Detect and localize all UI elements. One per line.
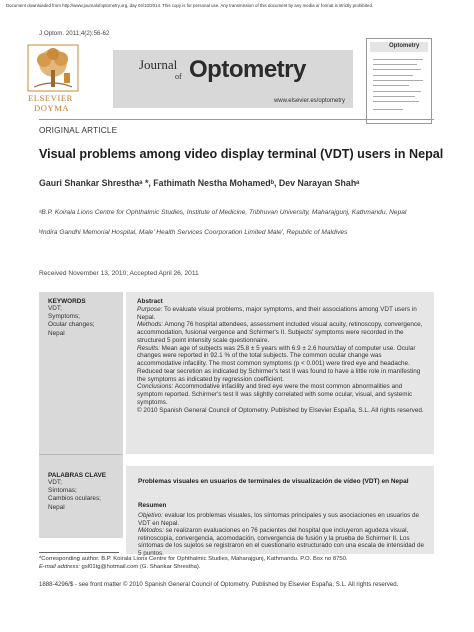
doyma-wordmark: DOYMA	[34, 103, 70, 113]
conclusions-text: Accommodative infacility and tired eye were the most common abnormalities and symptom reported. Schirmer's test II was slightly correlated with some ocular, visual, and systemic symptoms.	[137, 383, 413, 406]
affiliation-a: ᵃB.P. Koirala Lions Centre for Ophthalmic Studies, Institute of Medicine, Tribhuvan University, Maharajgunj, Kathmandu, Nepal	[39, 209, 407, 216]
keyword-item: VDT;	[48, 305, 62, 312]
journal-url: www.elsevier.es/optometry	[273, 98, 345, 104]
metodos-text: se realizaron evaluaciones en 76 pacientes del hospital que incluyeron agudeza visual, retinoscopia, convergencia, acomodación, convergencia de fusión y la prueba de Schirmer II. Los síntomas de los sujetos se registraron en el cuestionario estructurado con una escala de intensidad de 5 puntos.	[138, 527, 424, 557]
abstract-conclusions	[137, 383, 427, 406]
objetivo-text: evaluar los problemas visuales, los síntomas principales y sus asociaciones en usuarios de VDT en Nepal.	[138, 512, 420, 527]
journal-cover-thumbnail	[366, 38, 432, 124]
footnote	[39, 555, 434, 571]
affiliation-b: ᵇIndira Gandhi Memorial Hospital, Male' Health Services Coorporation Limited Male', Republic of Maldives	[39, 229, 348, 236]
elsevier-wordmark: ELSEVIER	[28, 93, 73, 103]
keywords-divider	[39, 454, 123, 455]
resumen-text	[138, 512, 428, 558]
abstract-copyright: © 2010 Spanish General Council of Optometry. Published by Elsevier España, S.L. All rights reserved.	[137, 406, 424, 414]
article-title: Visual problems among video display terminal (VDT) users in Nepal	[39, 147, 444, 161]
received-dates: Received November 13, 2010; Accepted April 26, 2011	[39, 270, 199, 277]
email-value: gsl01tg@hotmail.com (G. Shankar Shrestha).	[79, 564, 201, 570]
cover-text-line	[373, 91, 421, 92]
author-email	[39, 563, 434, 571]
cover-text-line	[373, 59, 423, 60]
header-divider	[39, 119, 434, 120]
keyword-item: Symptoms;	[48, 313, 80, 321]
keyword-item: Nepal	[48, 329, 65, 337]
conclusions-label: Conclusions:	[137, 383, 174, 391]
journal-of-label	[139, 56, 182, 81]
palabra-clave-item: VDT;	[48, 479, 62, 486]
journal-word: Journal	[139, 57, 178, 72]
cover-text-line	[373, 64, 417, 65]
journal-citation: J Optom. 2011;4(2):56-62	[39, 30, 110, 37]
purpose-label: Purpose:	[137, 305, 163, 313]
results-text: Mean age of subjects was 25.8 ± 5 years with 6.9 ± 2.6 hours/day of computer use. Ocular changes were reported in 92.1 % of the total subjects. The common ocular change was accommodative infacility. The most common symptoms (p < 0.001) were tired eye and headache. Reduced tear secretion as indicated by Schirmer's test II was found to have a little role in manifesting the symptoms as indicated by regression coefficient.	[137, 344, 421, 383]
front-matter-copyright: 1888-4296/$ - see front matter © 2010 Spanish General Council of Optometry. Published by Elsevier España, S.L. All rights reserved.	[39, 581, 399, 588]
journal-banner	[113, 50, 353, 108]
palabra-clave-item: Nepal	[48, 503, 65, 511]
resumen-objetivo	[138, 512, 428, 527]
cover-text-line	[373, 109, 403, 110]
resumen-box	[126, 466, 434, 557]
corresponding-author: *Corresponding author. B.P. Koirala Lions Centre for Ophthalmic Studies, Maharajgunj, Kathmandu. P.O. Box no 8750.	[39, 556, 348, 562]
cover-text-line	[373, 96, 415, 97]
palabra-clave-item: Síntomas;	[48, 487, 77, 495]
download-notice: Document downloaded from http://www.journalofoptometry.org, day 04/10/2014. This copy is for personal use. Any transmission of this document by any media or format is strictly prohibited.	[6, 3, 374, 8]
resumen-metodos	[138, 527, 428, 557]
palabras-clave-box	[39, 466, 123, 538]
purpose-text: To evaluate visual problems, major symptoms, and their associations among VDT users in Nepal.	[137, 305, 417, 321]
metodos-label: Métodos:	[138, 527, 164, 535]
elsevier-logo	[24, 43, 82, 115]
abstract-methods	[137, 321, 427, 344]
objetivo-label: Objetivo:	[138, 512, 163, 519]
abstract-box	[126, 292, 434, 454]
cover-text-line	[373, 101, 419, 102]
cover-text-line	[373, 69, 421, 70]
article-type: ORIGINAL ARTICLE	[39, 126, 118, 135]
cover-text-line	[373, 75, 413, 76]
email-label: E-mail address:	[39, 564, 80, 570]
keyword-item: Ocular changes;	[48, 321, 95, 329]
abstract-results	[137, 345, 427, 384]
spanish-title: Problemas visuales en usuarios de terminales de visualización de vídeo (VDT) en Nepal	[138, 478, 409, 485]
cover-logo: Optometry	[389, 43, 420, 49]
cover-text-line	[373, 85, 409, 86]
keywords-list	[48, 298, 122, 338]
article-authors: Gauri Shankar Shresthaᵃ *, Fathimath Nestha Mohamedᵇ, Dev Narayan Shahᵃ	[39, 178, 360, 188]
keywords-heading: KEYWORDS	[48, 298, 86, 305]
journal-name: Optometry	[189, 56, 306, 83]
methods-text: Among 76 hospital attendees, assessment included visual acuity, retinoscopy, convergence, accommodation, fusional vergence and Schirmer's II. Subjects' symptoms were recorded in the structured 5 point intensity scale questionnaire.	[137, 321, 423, 344]
palabras-clave-heading: PALABRAS CLAVE	[48, 472, 106, 479]
abstract-heading: Abstract	[137, 298, 163, 305]
abstract-text	[137, 298, 427, 414]
abstract-purpose	[137, 306, 427, 322]
keywords-box	[39, 292, 123, 466]
palabras-clave-list	[48, 472, 122, 512]
footnote-divider	[39, 552, 119, 553]
palabra-clave-item: Cambios oculares;	[48, 495, 101, 503]
methods-label: Methods:	[137, 321, 164, 329]
of-word: of	[175, 72, 182, 81]
cover-text-line	[373, 80, 423, 81]
resumen-heading: Resumen	[138, 502, 167, 509]
results-label: Results:	[137, 344, 160, 352]
